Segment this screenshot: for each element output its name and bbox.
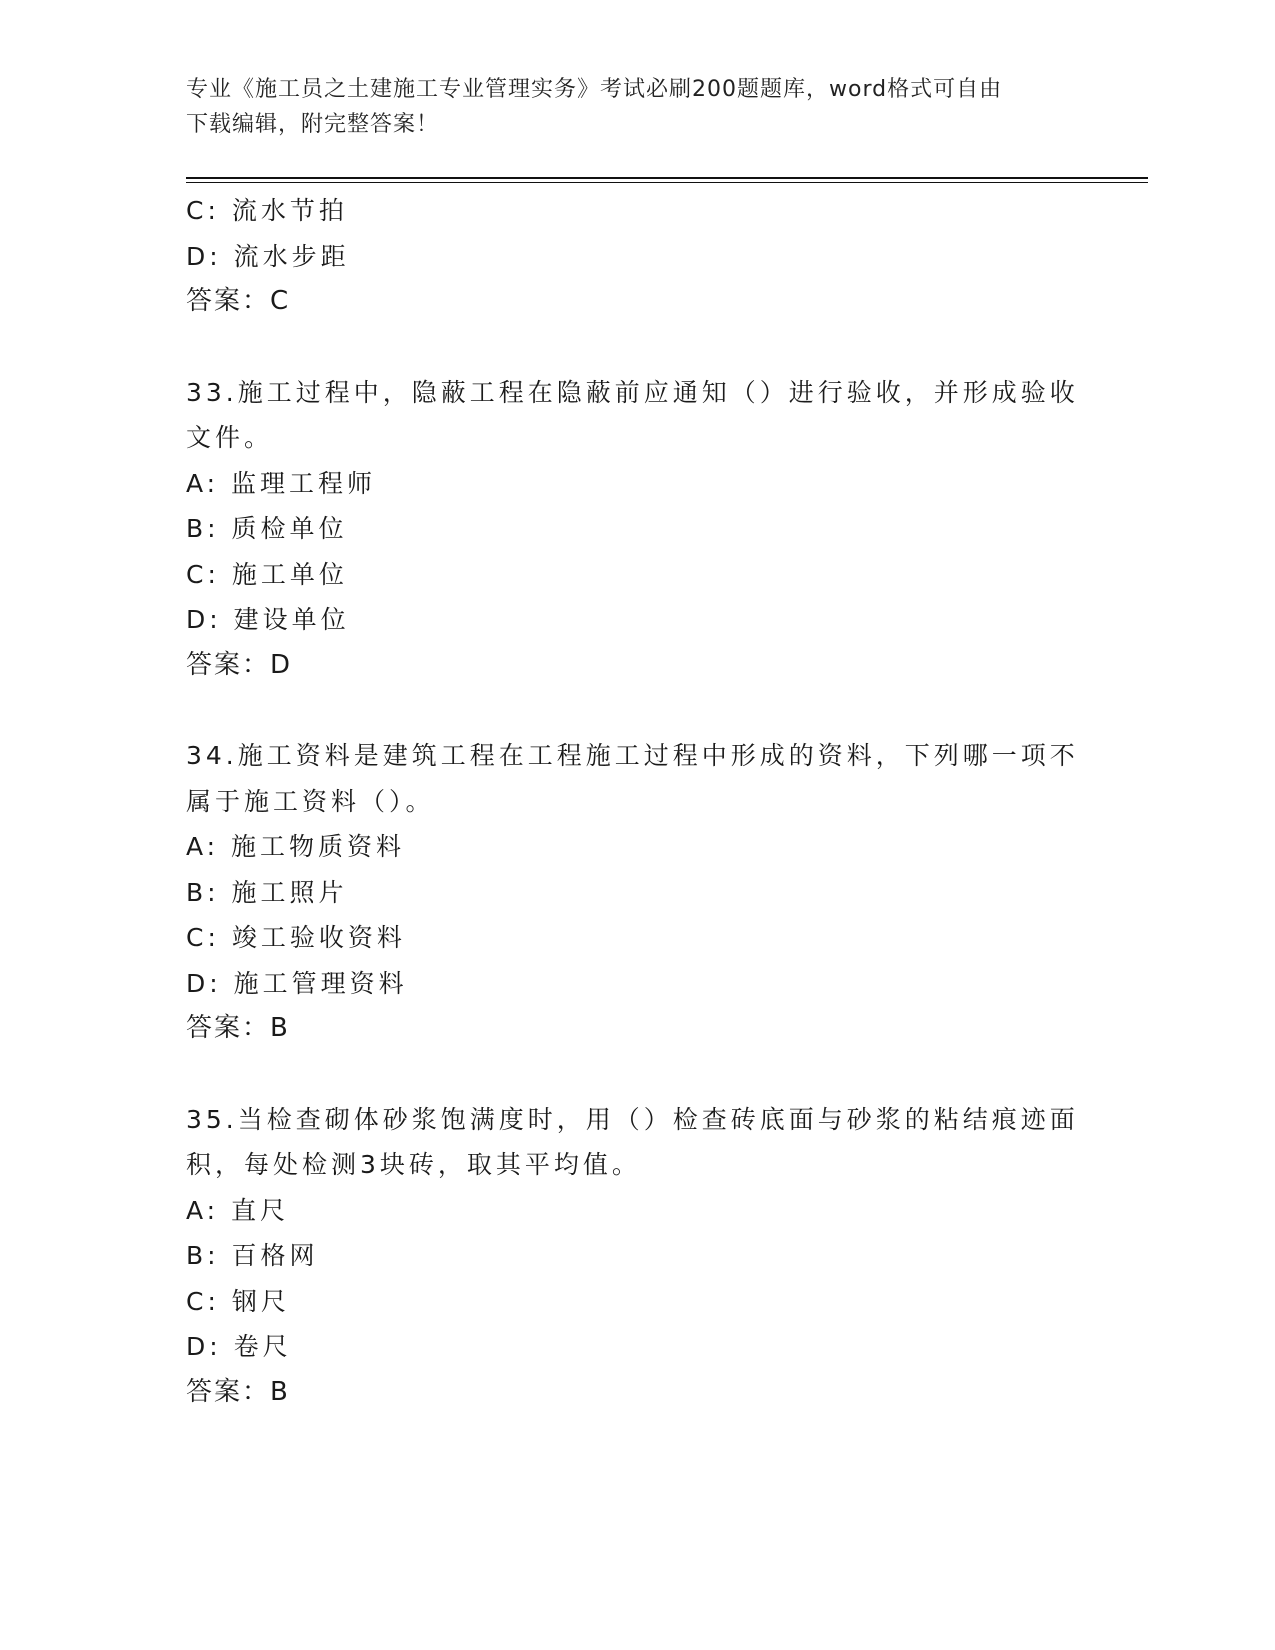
option-b: B: 质检单位 — [186, 514, 348, 543]
question-block-33 — [186, 370, 1086, 689]
option-label: C — [186, 923, 208, 952]
option-label: A — [186, 1195, 207, 1225]
option-text: 施工管理资料 — [233, 968, 408, 998]
option-d: D: 流水步距 — [186, 241, 350, 271]
option-c: C: 施工单位 — [186, 559, 348, 589]
option-text: 建设单位 — [233, 605, 350, 634]
option-b: B: 百格网 — [186, 1241, 319, 1270]
answer-line: 答案：B — [186, 1376, 290, 1407]
spacer — [186, 688, 1086, 733]
option-c: C: 钢尺 — [186, 1286, 290, 1316]
question-stem-line-1: 当检查砌体砂浆饱满度时，用（）检查砖底面与砂浆的粘结痕迹面 — [237, 1104, 1079, 1134]
option-label: B — [186, 514, 208, 543]
option-a: A: 直尺 — [186, 1195, 290, 1225]
option-label: A — [186, 468, 207, 498]
option-label: B — [186, 877, 208, 907]
document-body — [186, 188, 1086, 1415]
option-label: D — [186, 968, 210, 998]
question-number: 33. — [186, 377, 238, 407]
question-number: 34. — [186, 741, 238, 770]
option-text: 施工单位 — [231, 559, 348, 589]
question-text — [186, 370, 1086, 416]
question-text — [186, 1097, 1086, 1143]
option-c: C: 流水节拍 — [186, 196, 348, 225]
option-text: 直尺 — [231, 1195, 290, 1225]
header-line-1: 专业《施工员之土建施工专业管理实务》考试必刷200题题库，word格式可自由 — [186, 77, 1003, 102]
option-text: 流水节拍 — [231, 196, 348, 225]
question-block-35 — [186, 1097, 1086, 1416]
option-text: 竣工验收资料 — [231, 923, 406, 952]
option-text: 卷尺 — [233, 1332, 292, 1361]
header-divider-thin — [186, 182, 1148, 183]
option-d: D: 建设单位 — [186, 605, 350, 634]
option-text: 质检单位 — [231, 514, 348, 543]
answer-line: 答案：C — [186, 286, 291, 316]
option-d: D: 卷尺 — [186, 1332, 292, 1361]
question-stem-line-2: 文件。 — [186, 423, 274, 452]
question-stem-line-1: 施工过程中，隐蔽工程在隐蔽前应通知（）进行验收，并形成验收 — [237, 377, 1079, 407]
document-header — [186, 72, 1066, 142]
answer-line: 答案：B — [186, 1013, 290, 1043]
option-label: B — [186, 1241, 208, 1270]
option-label: A — [186, 832, 207, 861]
option-text: 监理工程师 — [231, 468, 377, 498]
option-label: D — [186, 241, 210, 271]
option-d: D: 施工管理资料 — [186, 968, 408, 998]
header-divider-thick — [186, 177, 1148, 179]
option-label: C — [186, 1286, 208, 1316]
question-text — [186, 733, 1086, 779]
option-text: 百格网 — [231, 1241, 319, 1270]
answer-line: 答案：D — [186, 649, 293, 680]
spacer — [186, 1052, 1086, 1097]
option-label: C — [186, 196, 208, 225]
option-text: 流水步距 — [233, 241, 350, 271]
option-b: B: 施工照片 — [186, 877, 348, 907]
question-stem-line-1: 施工资料是建筑工程在工程施工过程中形成的资料，下列哪一项不 — [237, 741, 1079, 770]
option-text: 施工照片 — [231, 877, 348, 907]
option-label: C — [186, 559, 208, 589]
option-label: D — [186, 1332, 210, 1361]
prev-question-block — [186, 188, 1086, 325]
option-text: 施工物质资料 — [231, 832, 406, 861]
question-number: 35. — [186, 1104, 238, 1134]
option-c: C: 竣工验收资料 — [186, 923, 406, 952]
question-stem-line-2: 积，每处检测3块砖，取其平均值。 — [186, 1150, 641, 1179]
option-text: 钢尺 — [231, 1286, 290, 1316]
option-a: A: 监理工程师 — [186, 468, 377, 498]
question-stem-line-2: 属于施工资料（）。 — [186, 786, 435, 816]
option-a: A: 施工物质资料 — [186, 832, 406, 861]
question-block-34 — [186, 733, 1086, 1052]
spacer — [186, 325, 1086, 370]
option-label: D — [186, 605, 210, 634]
header-line-2: 下载编辑，附完整答案！ — [186, 112, 440, 137]
